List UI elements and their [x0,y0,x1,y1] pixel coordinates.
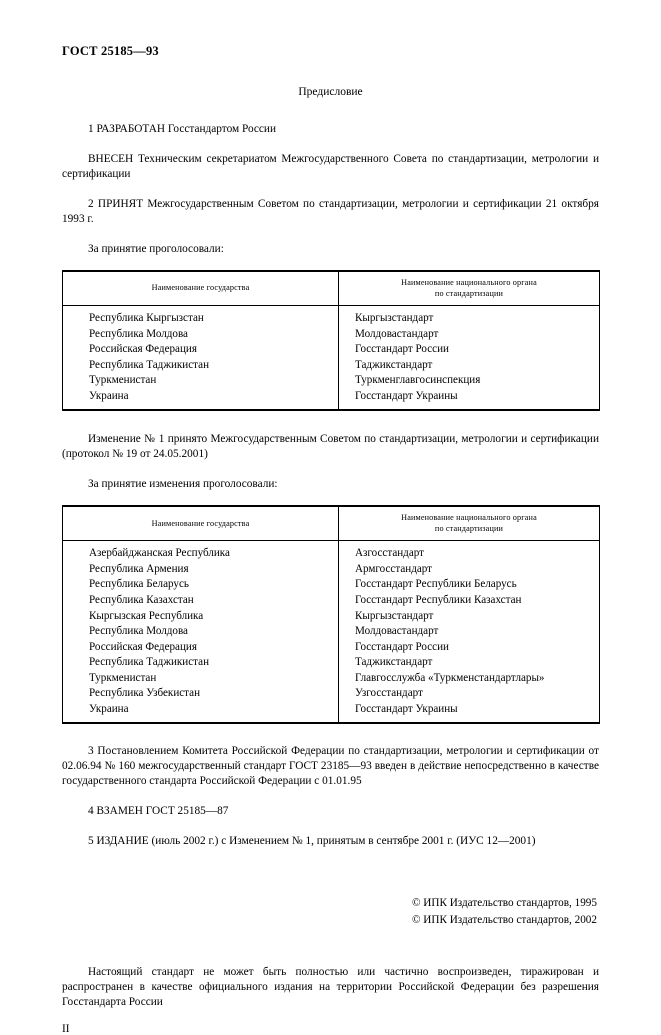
clause-1-developed-by: 1 РАЗРАБОТАН Госстандартом России [88,122,277,135]
copyright-block [62,895,599,927]
spacer [62,724,599,744]
table-row [63,541,600,723]
national-body-name: Госстандарт Украины [355,702,458,715]
running-head-standard-number: ГОСТ 25185—93 [62,44,159,58]
reproduction-disclaimer: Настоящий стандарт не может быть полностью или частично воспроизведен, тиражирован и распространен в качестве официального издания на территории Российской Федерации без разрешения Госстандарта России [62,965,599,1008]
clause-4-replaces: 4 ВЗАМЕН ГОСТ 25185—87 [88,805,229,818]
column-header-national-body [339,271,600,306]
amendment-vote-table [62,505,600,724]
state-name: Российская Федерация [89,343,197,356]
page-number-folio: II [62,1022,70,1035]
state-name: Республика Таджикистан [89,358,210,371]
state-name: Республика Беларусь [89,578,189,591]
amendment-1-note: Изменение № 1 принято Межгосударственным Советом по стандартизации, метрологии и сертификации (протокол № 19 от 24.05.2001) [62,433,599,461]
clause-2-adopted-by: 2 ПРИНЯТ Межгосударственным Советом по стандартизации, метрологии и сертификации 21 октября 1993 г. [62,197,599,225]
national-body-name: Молдовастандарт [355,625,439,638]
state-name: Украина [89,389,129,402]
national-body-name: Госстандарт Республики Беларусь [355,578,517,591]
adoption-vote-table [62,270,600,411]
copyright-line-2002: © ИПК Издательство стандартов, 2002 [411,913,597,926]
column-header-national-body-line2: по стандартизации [434,524,504,534]
adoption-vote-table-head [63,271,600,306]
vote-intro-adoption: За принятие проголосовали: [88,242,224,255]
column-header-national-body-line2: по стандартизации [434,288,504,298]
state-name: Туркменистан [89,374,157,387]
state-name: Российская Федерация [89,640,197,653]
national-body-name: Туркменглавгосинспекция [355,374,481,387]
state-name: Республика Молдова [89,327,188,340]
state-name: Республика Кыргызстан [89,312,204,325]
clause-3-resolution: 3 Постановлением Комитета Российской Федерации по стандартизации, метрологии и сертификации от 02.06.94 № 160 межгосударственный стандарт ГОСТ 23185—93 введен в действие непосредственно в качестве государственного стандарта Российской Федерации с 01.01.95 [62,745,599,788]
national-body-name: Азгосстандарт [355,547,425,560]
state-name: Туркменистан [89,671,157,684]
national-body-name: Госстандарт России [355,343,449,356]
cell-spacer-bottom [355,404,599,409]
cell-national-bodies [339,306,600,411]
adoption-vote-table-body [63,306,600,411]
cell-spacer-bottom [89,717,338,722]
state-name: Кыргызская Республика [89,609,204,622]
cell-spacer-bottom [89,404,338,409]
column-header-state-name: Наименование государства [63,506,339,541]
cell-spacer-bottom [355,717,599,722]
column-header-national-body-line1: Наименование национального органа [401,277,537,287]
state-name: Украина [89,702,129,715]
national-body-name: Таджикстандарт [355,358,433,371]
column-header-national-body-line1: Наименование национального органа [401,513,537,523]
national-body-name: Госстандарт Украины [355,389,458,402]
national-body-name: Молдовастандарт [355,327,439,340]
state-name: Республика Таджикистан [89,656,210,669]
table-row [63,306,600,411]
state-name: Азербайджанская Республика [89,547,230,560]
cell-national-bodies [339,541,600,723]
national-body-name: Узгосстандарт [355,687,423,700]
state-name: Республика Узбекистан [89,687,201,700]
table-header-row [63,506,600,541]
cell-state-names [63,306,339,411]
clause-5-edition: 5 ИЗДАНИЕ (июль 2002 г.) с Изменением № 1, принятым в сентябре 2001 г. (ИУС 12—2001) [88,835,536,848]
column-header-state-name: Наименование государства [63,271,339,306]
state-name: Республика Казахстан [89,593,194,606]
table-header-row [63,271,600,306]
amendment-vote-table-body [63,541,600,723]
state-name: Республика Молдова [89,625,188,638]
spacer [62,411,599,432]
state-name: Республика Армения [89,562,189,575]
national-body-name: Главгосслужба «Туркменстандартлары» [355,671,545,684]
copyright-line-1995: © ИПК Издательство стандартов, 1995 [411,897,597,910]
vote-intro-amendment: За принятие изменения проголосовали: [88,478,278,491]
national-body-name: Армгосстандарт [355,562,433,575]
page-title: Предисловие [298,86,363,98]
national-body-name: Кыргызстандарт [355,609,434,622]
national-body-name: Госстандарт России [355,640,449,653]
clause-1-submitted-by: ВНЕСЕН Техническим секретариатом Межгосударственного Совета по стандартизации, метрологии и сертификации [62,152,599,180]
national-body-name: Кыргызстандарт [355,312,434,325]
column-header-national-body [339,506,600,541]
national-body-name: Госстандарт Республики Казахстан [355,593,522,606]
national-body-name: Таджикстандарт [355,656,433,669]
cell-state-names [63,541,339,723]
page-content [62,44,599,1035]
amendment-vote-table-head [63,506,600,541]
